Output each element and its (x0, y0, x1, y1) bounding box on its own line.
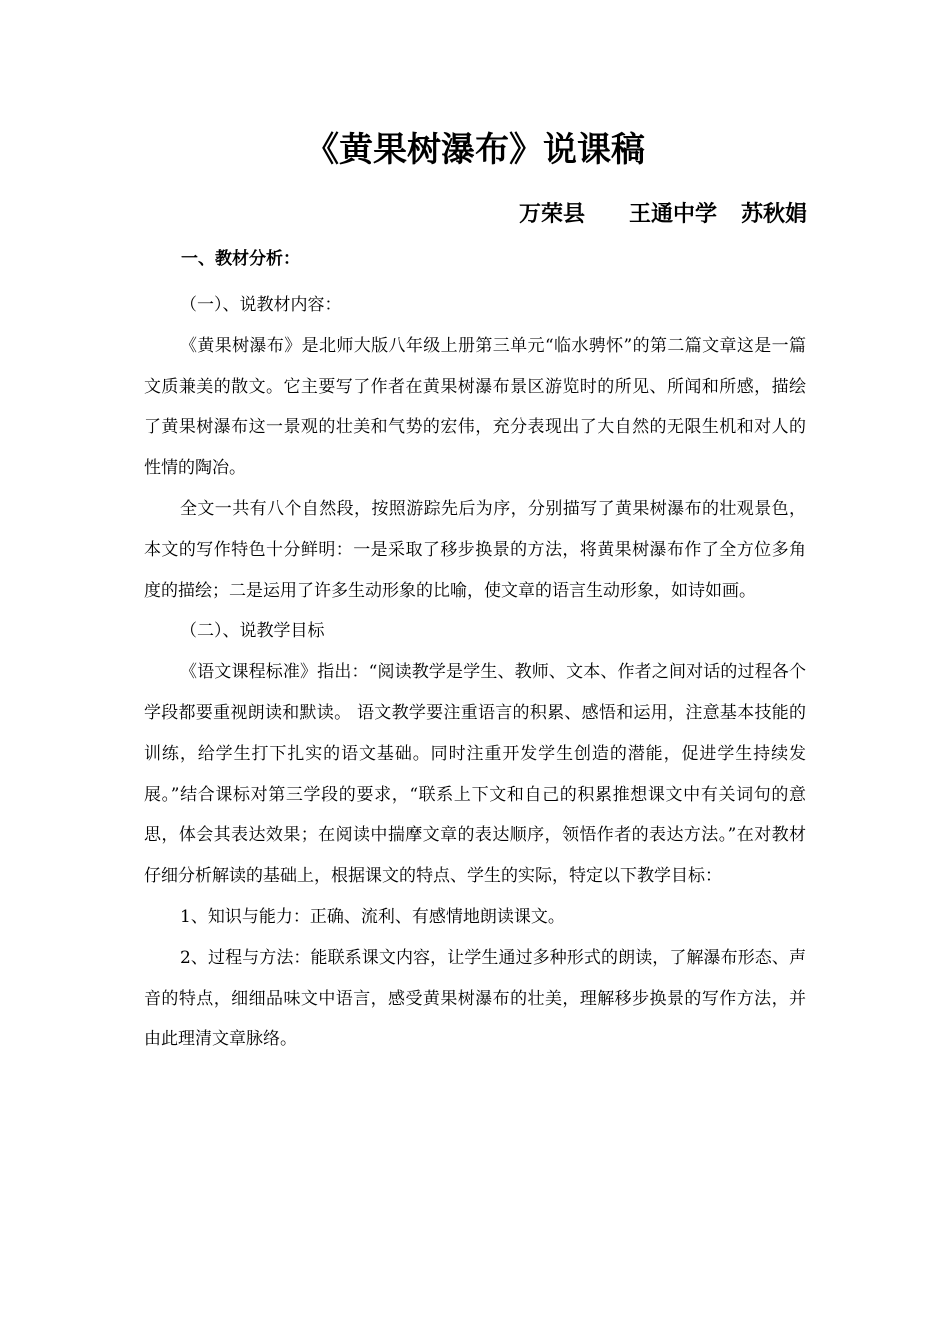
author-line (519, 198, 807, 232)
objective-item: 2、过程与方法：能联系课文内容，让学生通过多种形式的朗读，了解瀑布形态、声音的特点，细细品味文中语言，感受黄果树瀑布的壮美，理解移步换景的写作方法，并由此理清文章脉络。 (144, 947, 806, 1050)
body-text (144, 285, 806, 1060)
subsection-heading-objectives: （二）、说教学目标 (180, 621, 325, 642)
paragraph: 《黄果树瀑布》是北师大版八年级上册第三单元“临水骋怀”的第二篇文章这是一篇文质兼美的散文。它主要写了作者在黄果树瀑布景区游览时的所见、所闻和所感，描绘了黄果树瀑布这一景观的壮美和气势的宏伟，充分表现出了大自然的无限生机和对人的性情的陶冶。 (144, 335, 806, 479)
author-school: 王通中学 (628, 202, 717, 227)
section-heading-textbook-analysis: 一、教材分析： (181, 249, 300, 269)
document-title: 《黄果树瀑布》说课稿 (305, 130, 645, 170)
author-county: 万荣县 (518, 202, 585, 227)
objective-item: 1、知识与能力：正确、流利、有感情地朗读课文。 (180, 906, 565, 927)
paragraph: 《语文课程标准》指出：“阅读教学是学生、教师、文本、作者之间对话的过程各个学段都要重视朗读和默读。 语文教学要注重语言的积累、感悟和运用，注意基本技能的训练，给学生打下扎实的语文基础。同时注重开发学生创造的潜能，促进学生持续发展。”结合课标对第三学段的要求，“联系上下文和自己的积累推想课文中有关词句的意思，体会其表达效果；在阅读中揣摩文章的表达顺序，领悟作者的表达方法。”在对教材仔细分析解读的基础上，根据课文的特点、学生的实际，特定以下教学目标： (144, 662, 806, 887)
author-name: 苏秋娟 (740, 202, 807, 227)
paragraph: 全文一共有八个自然段，按照游踪先后为序，分别描写了黄果树瀑布的壮观景色，本文的写作特色十分鲜明：一是采取了移步换景的方法，将黄果树瀑布作了全方位多角度的描绘；二是运用了许多生动形象的比喻，使文章的语言生动形象，如诗如画。 (144, 498, 806, 601)
subsection-heading-content: （一）、说教材内容： (180, 295, 342, 315)
